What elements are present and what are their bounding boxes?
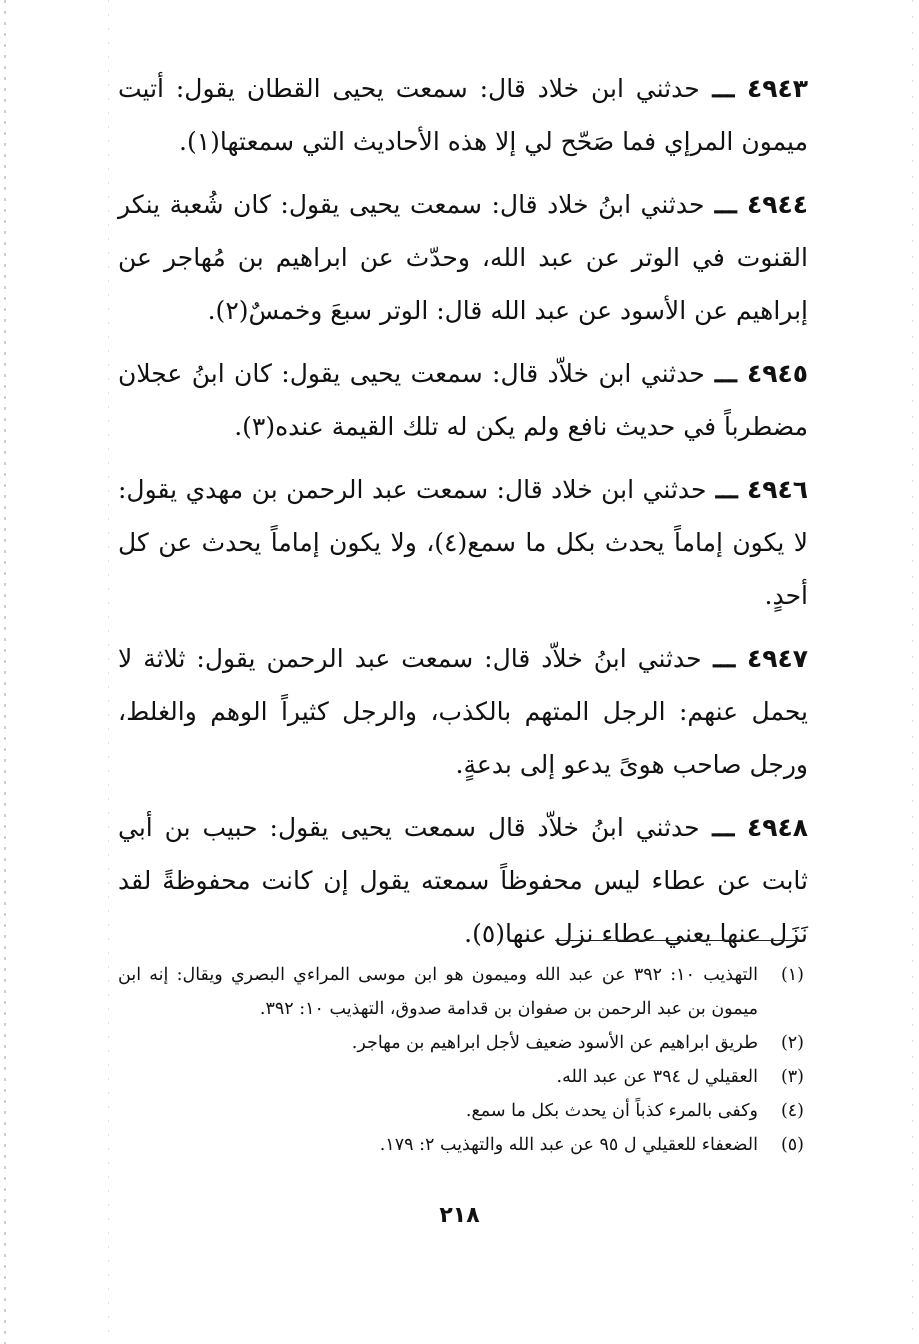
entry-dash: ـــ: [704, 190, 747, 219]
entry-text: حدثني ابنُ خلاد قال: سمعت يحيى يقول: كان شُعبة ينكر القنوت في الوتر عن عبد الله، وحدّث عن ابراهيم بن مُهاجر عن إبراهيم عن الأسود عن عبد الله قال: الوتر سبعَ وخمسٌ(٢).: [118, 190, 808, 325]
footnote-1: [118, 958, 808, 1026]
main-text: [118, 62, 808, 970]
entry-number: ٤٩٤٣: [746, 74, 808, 103]
entry-number: ٤٩٤٥: [746, 359, 808, 388]
entry-4946: [118, 463, 808, 622]
entry-dash: ـــ: [699, 813, 747, 842]
entry-number: ٤٩٤٦: [746, 475, 808, 504]
entry-4944: [118, 178, 808, 337]
footnote-marker: (٢): [780, 1033, 804, 1053]
entry-text: حدثني ابنُ خلاّد قال: سمعت عبد الرحمن يقول: ثلاثة لا يحمل عنهم: الرجل المتهم بالكذب، والرجل كثيراً الوهم والغلط، ورجل صاحب هوىً يدعو إلى بدعةٍ.: [118, 644, 808, 779]
entry-dash: ـــ: [704, 359, 747, 388]
entry-dash: ـــ: [706, 475, 747, 504]
scan-edge-inner: [108, 0, 109, 1344]
entry-number: ٤٩٤٧: [746, 644, 808, 673]
entry-number: ٤٩٤٤: [746, 190, 808, 219]
entry-text: حدثني ابن خلاد قال: سمعت يحيى القطان يقول: أتيت ميمون المرإي فما صَحّح لي إلا هذه الأحاديث التي سمعتها(١).: [118, 74, 808, 156]
footnote-separator: [555, 940, 798, 941]
entry-4948: [118, 801, 808, 960]
entry-dash: ـــ: [699, 74, 747, 103]
footnote-text: الضعفاء للعقيلي ل ٩٥ عن عبد الله والتهذيب ٢: ١٧٩.: [379, 1135, 758, 1155]
entry-dash: ـــ: [701, 644, 747, 673]
entry-4943: [118, 62, 808, 168]
page-number: ٢١٨: [439, 1203, 480, 1228]
footnote-3: [118, 1060, 808, 1094]
footnotes: [118, 958, 808, 1162]
entry-text: حدثني ابن خلاد قال: سمعت عبد الرحمن بن مهدي يقول: لا يكون إماماً يحدث بكل ما سمع(٤)، ولا يكون إماماً يحدث عن كل أحدٍ.: [118, 475, 809, 610]
footnote-4: [118, 1094, 808, 1128]
footnote-text: العقيلي ل ٣٩٤ عن عبد الله.: [556, 1067, 758, 1087]
footnote-marker: (٣): [780, 1067, 804, 1087]
entry-text: حدثني ابن خلاّد قال: سمعت يحيى يقول: كان ابنُ عجلان مضطرباً في حديث نافع ولم يكن له تلك القيمة عنده(٣).: [118, 359, 808, 441]
footnote-marker: (١): [780, 965, 804, 985]
footnote-text: التهذيب ١٠: ٣٩٢ عن عبد الله وميمون هو ابن موسى المراءي البصري ويقال: إنه ابن ميمون بن عبد الرحمن بن صفوان بن قدامة صدوق، التهذيب ١٠: ٣٩٢.: [118, 965, 758, 1019]
footnote-text: طريق ابراهيم عن الأسود ضعيف لأجل ابراهيم بن مهاجر.: [351, 1033, 758, 1053]
entry-4947: [118, 632, 808, 791]
footnote-5: [118, 1128, 808, 1162]
entry-text: حدثني ابنُ خلاّد قال سمعت يحيى يقول: حبيب بن أبي ثابت عن عطاء ليس محفوظاً سمعته يقول إن كانت محفوظةً لقد نَزَل عنها يعني عطاء نزل عنها(٥).: [118, 813, 808, 948]
scan-edge-right: [912, 0, 913, 1344]
footnote-2: [118, 1026, 808, 1060]
entry-number: ٤٩٤٨: [746, 813, 808, 842]
footnote-marker: (٥): [780, 1135, 804, 1155]
entry-4945: [118, 347, 808, 453]
footnote-marker: (٤): [780, 1101, 804, 1121]
scan-edge-left: [4, 0, 6, 1344]
footnote-text: وكفى بالمرء كذباً أن يحدث بكل ما سمع.: [465, 1101, 758, 1121]
